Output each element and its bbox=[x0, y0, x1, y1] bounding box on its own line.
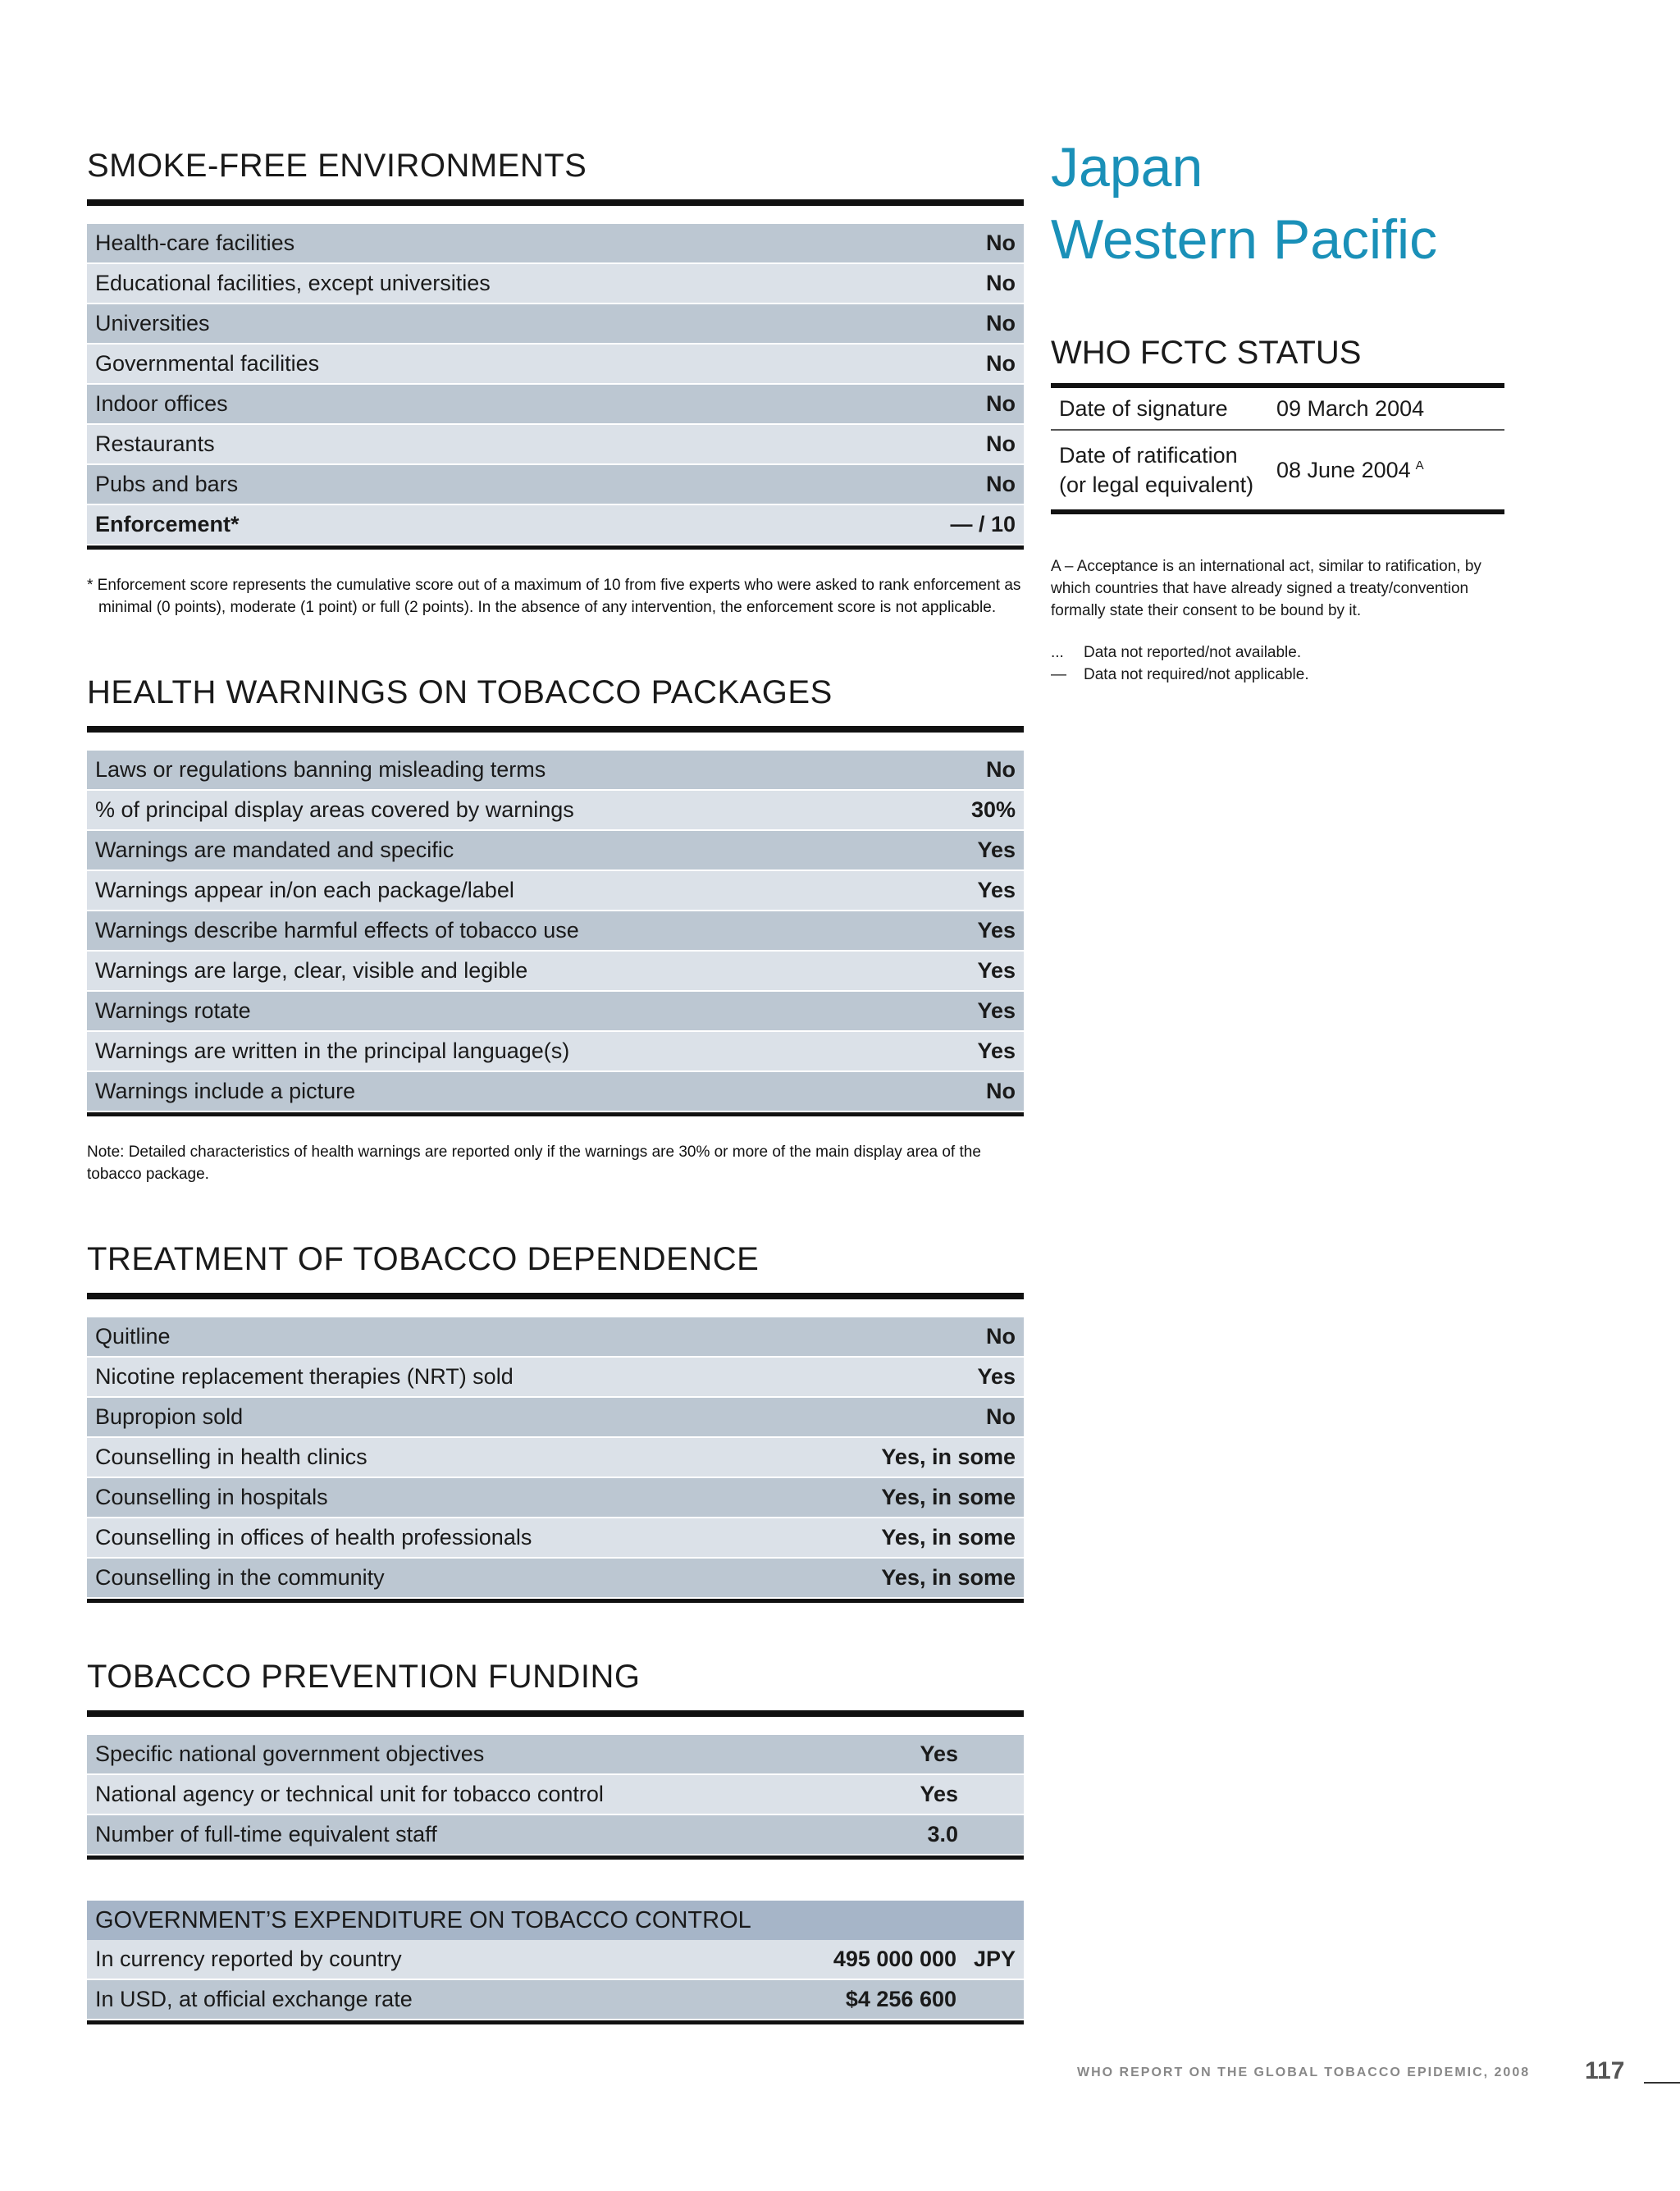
table-row: Warnings include a picture No bbox=[87, 1072, 1024, 1112]
acceptance-note: A – Acceptance is an international act, similar to ratification, by which countries that have already signed a treaty/convention formally state their consent to be bound by it. bbox=[1051, 558, 1481, 619]
health-warnings-note: Note: Detailed characteristics of health warnings are reported only if the warnings are 30% or more of the main display area of the tobacco package. bbox=[87, 1143, 981, 1183]
table-row: Counselling in hospitals Yes, in some bbox=[87, 1478, 1024, 1518]
page-footer bbox=[0, 2057, 1680, 2090]
table-row: Warnings are written in the principal language(s) Yes bbox=[87, 1032, 1024, 1072]
funding-table bbox=[87, 1735, 1024, 1860]
legend-item: — Data not required/not applicable. bbox=[1051, 666, 1309, 683]
section-title: TREATMENT OF TOBACCO DEPENDENCE bbox=[87, 1241, 1024, 1299]
report-title: WHO REPORT ON THE GLOBAL TOBACCO EPIDEMIC, 2008 bbox=[1077, 2065, 1531, 2079]
left-column bbox=[87, 148, 1024, 2024]
page-number: 117 bbox=[1585, 2057, 1625, 2084]
health-warnings-table bbox=[87, 751, 1024, 1116]
enforcement-note: * Enforcement score represents the cumulative score out of a maximum of 10 from five experts who were asked to rank enforcement as minimal (0 points), moderate (1 point) or full (2 points). In the absence of any intervention, the enforcement score is not applicable. bbox=[87, 577, 1021, 616]
expenditure-table bbox=[87, 1940, 1024, 2020]
expenditure-title: GOVERNMENT’S EXPENDITURE ON TOBACCO CONTROL bbox=[87, 1901, 1024, 1940]
table-row: Laws or regulations banning misleading terms No bbox=[87, 751, 1024, 791]
table-row: Date of ratification (or legal equivalent) 08 June 2004 $^A$ bbox=[1051, 431, 1504, 514]
table-row: In USD, at official exchange rate $4 256 600 bbox=[87, 1980, 1024, 2020]
fctc-table bbox=[1051, 388, 1504, 514]
table-row: Counselling in health clinics Yes, in some bbox=[87, 1438, 1024, 1478]
table-row: Indoor offices No bbox=[87, 385, 1024, 425]
table-row: In currency reported by country 495 000 000 JPY bbox=[87, 1940, 1024, 1980]
table-row: Warnings rotate Yes bbox=[87, 992, 1024, 1032]
expenditure-section bbox=[87, 1901, 1024, 2024]
legend bbox=[1051, 641, 1504, 686]
table-row: Quitline No bbox=[87, 1317, 1024, 1358]
health-warnings-section bbox=[87, 674, 1024, 1185]
country-name: Japan bbox=[1051, 136, 1203, 199]
table-row: Restaurants No bbox=[87, 425, 1024, 465]
table-row: Bupropion sold No bbox=[87, 1398, 1024, 1438]
treatment-section bbox=[87, 1241, 1024, 1603]
table-row: Nicotine replacement therapies (NRT) sold Yes bbox=[87, 1358, 1024, 1398]
table-row: National agency or technical unit for tobacco control Yes bbox=[87, 1775, 1024, 1815]
legend-item: ... Data not reported/not available. bbox=[1051, 644, 1302, 661]
table-row: Governmental facilities No bbox=[87, 345, 1024, 385]
table-row: Warnings appear in/on each package/label Yes bbox=[87, 871, 1024, 911]
fctc-status-title: WHO FCTC STATUS bbox=[1051, 335, 1504, 388]
region-name: Western Pacific bbox=[1051, 208, 1438, 271]
table-row: Warnings are mandated and specific Yes bbox=[87, 831, 1024, 871]
treatment-table bbox=[87, 1317, 1024, 1603]
section-title: HEALTH WARNINGS ON TOBACCO PACKAGES bbox=[87, 674, 1024, 733]
table-row: Number of full-time equivalent staff 3.0 bbox=[87, 1815, 1024, 1856]
footer-rule bbox=[1644, 2082, 1680, 2084]
right-column bbox=[1051, 131, 1504, 686]
table-row: Educational facilities, except universities No bbox=[87, 264, 1024, 304]
table-row: Warnings are large, clear, visible and legible Yes bbox=[87, 952, 1024, 992]
smoke-free-section bbox=[87, 148, 1024, 619]
section-title: TOBACCO PREVENTION FUNDING bbox=[87, 1659, 1024, 1717]
smoke-free-table bbox=[87, 224, 1024, 550]
section-title: SMOKE-FREE ENVIRONMENTS bbox=[87, 148, 1024, 206]
funding-section bbox=[87, 1659, 1024, 1860]
table-row: Pubs and bars No bbox=[87, 465, 1024, 505]
table-row: Universities No bbox=[87, 304, 1024, 345]
table-row: Warnings describe harmful effects of tobacco use Yes bbox=[87, 911, 1024, 952]
enforcement-row: Enforcement* — / 10 bbox=[87, 505, 1024, 545]
table-row: % of principal display areas covered by warnings 30% bbox=[87, 791, 1024, 831]
table-row: Counselling in offices of health professionals Yes, in some bbox=[87, 1518, 1024, 1559]
table-row: Specific national government objectives Yes bbox=[87, 1735, 1024, 1775]
table-row: Counselling in the community Yes, in some bbox=[87, 1559, 1024, 1599]
table-row: Date of signature 09 March 2004 bbox=[1051, 388, 1504, 431]
table-row: Health-care facilities No bbox=[87, 224, 1024, 264]
